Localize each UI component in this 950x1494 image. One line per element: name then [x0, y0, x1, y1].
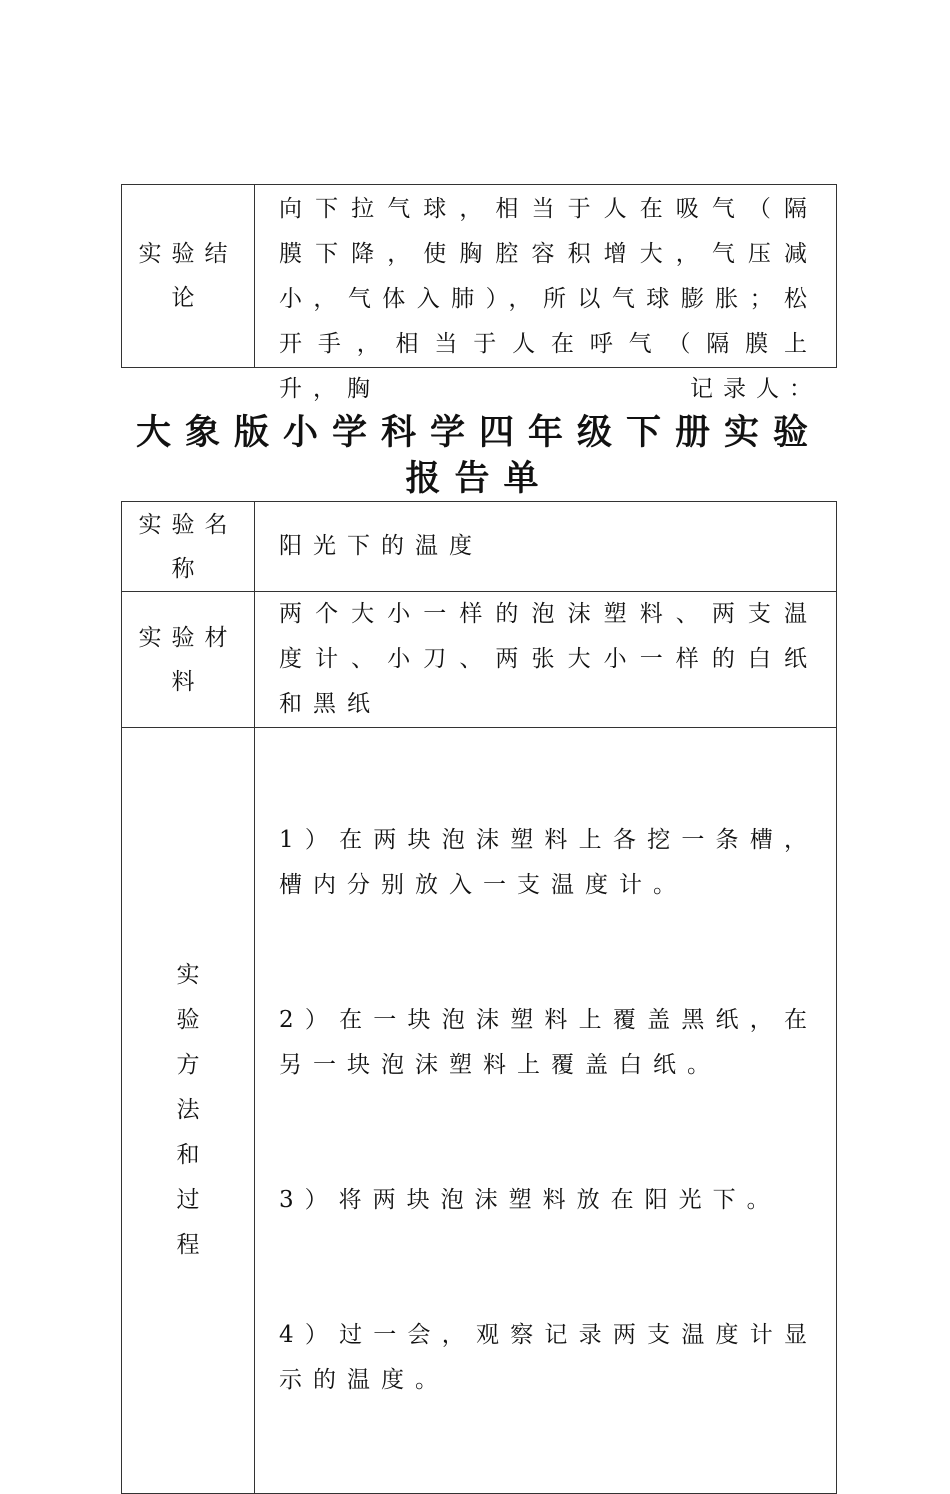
materials-row: [122, 592, 837, 728]
experiment-name-cell: [255, 502, 837, 592]
method-label-cell: [122, 728, 255, 1494]
materials-cell: [255, 592, 837, 728]
conclusion-label: 实验结论: [138, 241, 238, 311]
conclusion-row: [122, 185, 837, 368]
experiment-name-row: [122, 502, 837, 592]
method-step: 1）在两块泡沫塑料上各挖一条槽，槽内分别放入一支温度计。: [279, 827, 818, 898]
method-step: 3）将两块泡沫塑料放在阳光下。: [279, 1187, 781, 1213]
report-title: 大象版小学科学四年级下册实验报告单: [135, 413, 822, 499]
conclusion-text: 向下拉气球，相当于人在吸气（隔膜下降，使胸腔容积增大，气压减小，气体入肺），所以气球膨胀；松开手，相当于人在呼气（隔膜上升，胸: [279, 196, 818, 402]
method-row: [122, 728, 837, 1494]
experiment-name-value: 阳光下的温度: [279, 533, 483, 559]
method-steps: [279, 728, 818, 1493]
materials-label: 实验材料: [138, 624, 238, 695]
recorder-label: 记录人：: [690, 376, 822, 402]
materials-label-cell: [122, 592, 255, 728]
experiment-name-label: 实验名称: [138, 511, 238, 582]
method-cell: [255, 728, 837, 1494]
experiment-name-label-cell: [122, 502, 255, 592]
method-step: 2）在一块泡沫塑料上覆盖黑纸，在另一块泡沫塑料上覆盖白纸。: [279, 1007, 818, 1078]
report-table: [121, 501, 837, 1494]
method-step: 4）过一会，观察记录两支温度计显示的温度。: [279, 1322, 818, 1393]
conclusion-label-cell: [122, 185, 255, 368]
method-label: 实 验 方 法 和 过 程: [176, 962, 200, 1258]
materials-value: 两个大小一样的泡沫塑料、两支温度计、小刀、两张大小一样的白纸和黑纸: [279, 601, 818, 717]
